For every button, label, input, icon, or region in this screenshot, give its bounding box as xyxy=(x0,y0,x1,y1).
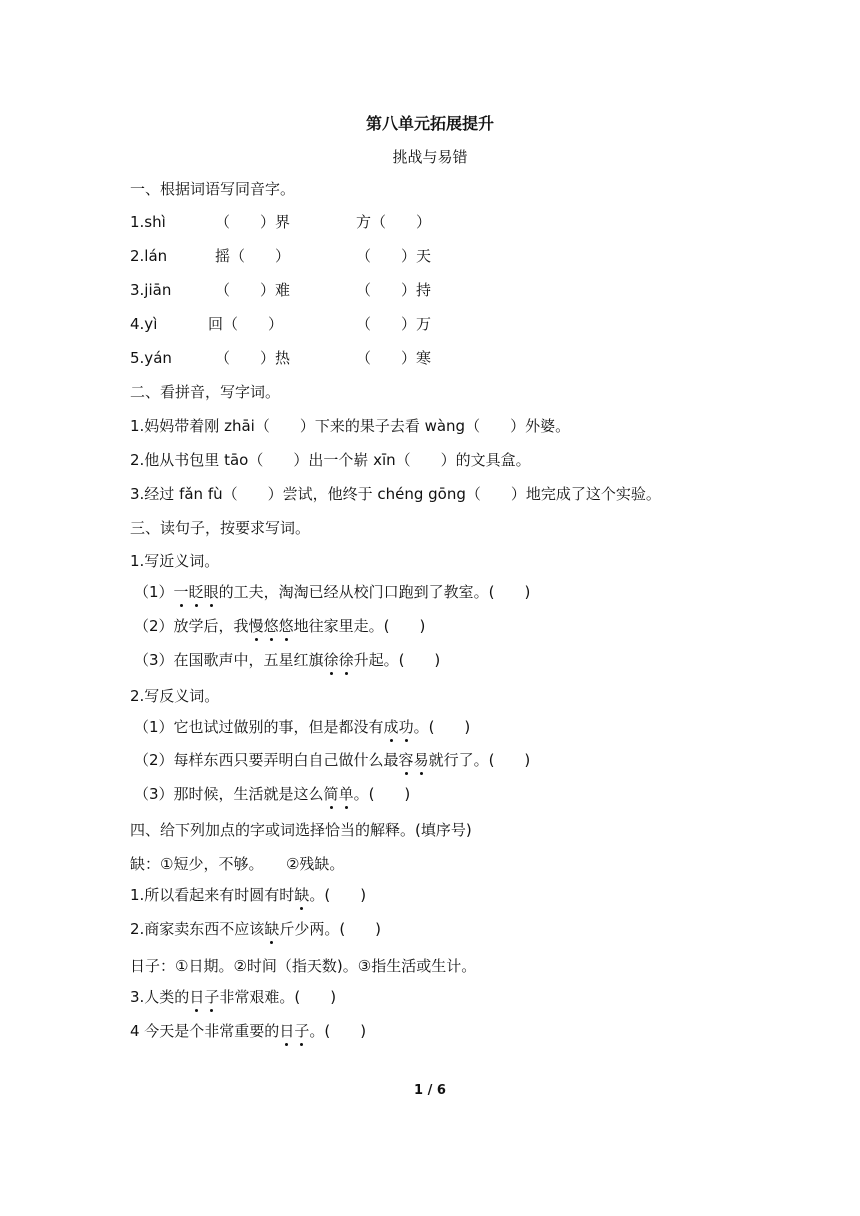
sentence-prefix: （1） xyxy=(134,583,174,601)
page-subtitle: 挑战与易错 xyxy=(392,148,468,166)
sentence-prefix: （2）每样东西只要弄明白自己做什么最 xyxy=(134,751,399,769)
homophone-4-blank-b: （ ）万 xyxy=(356,315,432,333)
pinyin-question-3: 3.经过 fǎn fù（ ）尝试，他终于 chéng gōng（ ）地完成了这个实验。 xyxy=(130,485,661,503)
sentence-suffix: 升起。( ) xyxy=(353,651,441,669)
emphasis-char: 功 xyxy=(398,718,414,736)
sentence-prefix: 3.人类的 xyxy=(130,988,190,1006)
homophone-2-blank-b: （ ）天 xyxy=(356,247,432,265)
section-4-heading: 四、给下列加点的字或词选择恰当的解释。(填序号) xyxy=(130,821,472,839)
emphasis-char: 简 xyxy=(323,785,339,803)
emphasis-char: 日 xyxy=(279,1022,295,1040)
emphasis-char: 缺 xyxy=(264,920,280,938)
homophone-3-number: 3.jiān xyxy=(130,281,172,299)
sentence-prefix: 2.商家卖东西不应该 xyxy=(130,920,265,938)
sentence-suffix: 地往家里走。( ) xyxy=(293,617,426,635)
sentence-suffix: 。( ) xyxy=(309,1022,367,1040)
homophone-3-blank-a: （ ）难 xyxy=(215,281,291,299)
dotted-word xyxy=(249,617,294,635)
homophone-1-blank-a: （ ）界 xyxy=(215,213,291,231)
homophone-2-number: 2.lán xyxy=(130,247,168,265)
homophone-5-blank-b: （ ）寒 xyxy=(356,349,432,367)
pinyin-question-1: 1.妈妈带着刚 zhāi（ ）下来的果子去看 wàng（ ）外婆。 xyxy=(130,417,571,435)
emphasis-char: 一 xyxy=(173,583,189,601)
dotted-word xyxy=(279,1022,309,1040)
synonym-question-3 xyxy=(134,650,440,670)
emphasis-char: 徐 xyxy=(323,651,339,669)
meaning-question-1 xyxy=(130,885,366,905)
antonym-question-2 xyxy=(134,750,530,770)
homophone-4-blank-a: 回（ ） xyxy=(208,315,284,333)
dotted-word xyxy=(264,920,279,938)
sentence-prefix: （1）它也试过做别的事，但是都没有 xyxy=(134,718,384,736)
homophone-1-number: 1.shì xyxy=(130,213,166,231)
emphasis-char: 眨 xyxy=(188,583,204,601)
sentence-suffix: 的工夫，淘淘已经从校门口跑到了教室。( ) xyxy=(218,583,531,601)
section-2-heading: 二、看拼音，写字词。 xyxy=(130,383,281,401)
synonym-label: 1.写近义词。 xyxy=(130,552,220,570)
sentence-suffix: 。( ) xyxy=(309,886,367,904)
sentence-prefix: （3）那时候，生活就是这么 xyxy=(134,785,324,803)
pinyin-question-2: 2.他从书包里 tāo（ ）出一个崭 xīn（ ）的文具盒。 xyxy=(130,451,531,469)
emphasis-char: 慢 xyxy=(248,617,264,635)
emphasis-char: 徐 xyxy=(338,651,354,669)
dotted-word xyxy=(324,785,354,803)
page-number: 1 / 6 xyxy=(414,1083,446,1098)
sentence-prefix: （2）放学后，我 xyxy=(134,617,249,635)
definition-rizi: 日子：①日期。②时间（指天数)。③指生活或生计。 xyxy=(130,957,477,975)
page-title: 第八单元拓展提升 xyxy=(365,114,494,133)
synonym-question-2 xyxy=(134,616,425,636)
sentence-prefix: 4 今天是个非常重要的 xyxy=(130,1022,280,1040)
sentence-suffix: 。( ) xyxy=(353,785,411,803)
emphasis-char: 子 xyxy=(204,988,220,1006)
antonym-label: 2.写反义词。 xyxy=(130,687,220,705)
meaning-question-4 xyxy=(130,1021,366,1041)
dotted-word xyxy=(384,718,414,736)
section-1-heading: 一、根据词语写同音字。 xyxy=(130,180,296,198)
section-3-heading: 三、读句子，按要求写词。 xyxy=(130,519,311,537)
homophone-3-blank-b: （ ）持 xyxy=(356,281,432,299)
homophone-5-number: 5.yán xyxy=(130,349,172,367)
homophone-1-blank-b: 方（ ） xyxy=(356,213,432,231)
emphasis-char: 子 xyxy=(294,1022,310,1040)
emphasis-char: 悠 xyxy=(263,617,279,635)
emphasis-char: 成 xyxy=(383,718,399,736)
emphasis-char: 单 xyxy=(338,785,354,803)
sentence-prefix: （3）在国歌声中，五星红旗 xyxy=(134,651,324,669)
emphasis-char: 缺 xyxy=(294,886,310,904)
meaning-question-3 xyxy=(130,987,336,1007)
dotted-word xyxy=(294,886,309,904)
emphasis-char: 眼 xyxy=(203,583,219,601)
synonym-question-1 xyxy=(134,582,530,602)
dotted-word xyxy=(174,583,219,601)
antonym-question-3 xyxy=(134,784,410,804)
emphasis-char: 易 xyxy=(413,751,429,769)
emphasis-char: 日 xyxy=(189,988,205,1006)
dotted-word xyxy=(324,651,354,669)
dotted-word xyxy=(399,751,429,769)
meaning-question-2 xyxy=(130,919,381,939)
emphasis-char: 容 xyxy=(398,751,414,769)
sentence-suffix: 斤少两。( ) xyxy=(279,920,382,938)
emphasis-char: 悠 xyxy=(278,617,294,635)
homophone-4-number: 4.yì xyxy=(130,315,158,333)
homophone-2-blank-a: 摇（ ） xyxy=(215,247,291,265)
antonym-question-1 xyxy=(134,717,470,737)
sentence-suffix: 非常艰难。( ) xyxy=(219,988,337,1006)
sentence-suffix: 就行了。( ) xyxy=(428,751,531,769)
definition-que: 缺：①短少，不够。 ②残缺。 xyxy=(130,855,345,873)
sentence-suffix: 。( ) xyxy=(413,718,471,736)
dotted-word xyxy=(189,988,219,1006)
homophone-5-blank-a: （ ）热 xyxy=(215,349,291,367)
sentence-prefix: 1.所以看起来有时圆有时 xyxy=(130,886,295,904)
